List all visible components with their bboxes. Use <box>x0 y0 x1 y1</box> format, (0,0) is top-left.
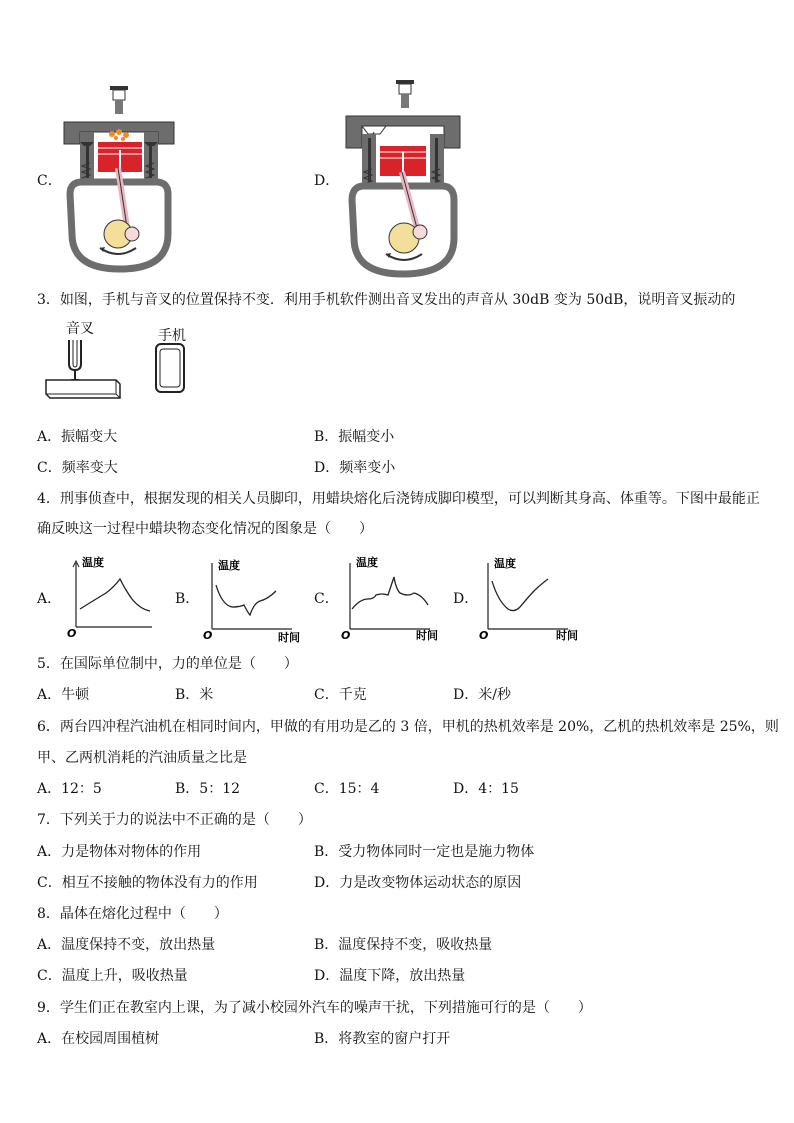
origin-label: O <box>203 629 213 642</box>
fork-phone-figure <box>40 318 220 408</box>
curve-d <box>492 579 548 611</box>
q4-graph-a-label[interactable]: A． <box>37 591 62 607</box>
origin-label: O <box>67 627 77 640</box>
q3-stem: 3．如图，手机与音叉的位置保持不变．利用手机软件测出音叉发出的声音从 30dB 变为 50dB，说明音叉振动的 <box>37 292 736 308</box>
q6-option-a[interactable]: A．12：5 <box>37 781 102 797</box>
tuning-fork-label: 音叉 <box>66 321 94 337</box>
option-c-label: C． <box>37 173 62 189</box>
engine-diagram-c <box>60 84 180 274</box>
q6-option-b[interactable]: B．5：12 <box>175 781 241 797</box>
y-axis-label: 温度 <box>82 556 104 569</box>
q5-option-d[interactable]: D．米/秒 <box>453 687 511 703</box>
q7-option-b[interactable]: B．受力物体同时一定也是施力物体 <box>314 844 535 860</box>
q5-stem: 5．在国际单位制中，力的单位是（ ） <box>37 656 298 672</box>
curve-b <box>216 585 276 615</box>
q8-option-d[interactable]: D．温度下降，放出热量 <box>314 968 466 984</box>
q3-option-c[interactable]: C．频率变大 <box>37 460 118 476</box>
q6-stem-line2: 甲、乙两机消耗的汽油质量之比是 <box>37 750 247 766</box>
q9-stem: 9．学生们正在教室内上课，为了减小校园外汽车的噪声干扰，下列措施可行的是（ ） <box>37 1000 592 1016</box>
q5-option-b[interactable]: B．米 <box>175 687 214 703</box>
q5-option-c[interactable]: C．千克 <box>314 687 367 703</box>
x-axis-label: 时间 <box>416 629 438 642</box>
q7-stem: 7．下列关于力的说法中不正确的是（ ） <box>37 812 312 828</box>
q4-stem-line2: 确反映这一过程中蜡块物态变化情况的图象是（ ） <box>37 521 373 537</box>
q6-option-d[interactable]: D．4：15 <box>453 781 519 797</box>
q4-graph-b-label[interactable]: B． <box>175 591 200 607</box>
q7-option-c[interactable]: C．相互不接触的物体没有力的作用 <box>37 875 258 891</box>
q9-option-a[interactable]: A．在校园周围植树 <box>37 1031 160 1047</box>
q4-graph-a[interactable] <box>64 555 160 643</box>
x-axis-label: 时间 <box>278 631 300 643</box>
q4-graph-b[interactable] <box>200 555 304 643</box>
q3-option-b[interactable]: B．振幅变小 <box>314 429 395 445</box>
q4-graph-c[interactable] <box>338 555 442 643</box>
curve-c <box>352 577 428 609</box>
q8-option-b[interactable]: B．温度保持不变，吸收热量 <box>314 937 493 953</box>
q4-graph-d-label[interactable]: D． <box>453 591 479 607</box>
q9-option-b[interactable]: B．将教室的窗户打开 <box>314 1031 451 1047</box>
q8-stem: 8．晶体在熔化过程中（ ） <box>37 906 228 922</box>
q4-stem-line1: 4．刑事侦查中，根据发现的相关人员脚印，用蜡块熔化后浇铸成脚印模型，可以判断其身高、体重等。下图中最能正 <box>37 491 760 507</box>
y-axis-label: 温度 <box>356 556 378 569</box>
q8-option-c[interactable]: C．温度上升，吸收热量 <box>37 968 188 984</box>
tuning-fork-icon <box>69 340 81 370</box>
q3-option-a[interactable]: A．振幅变大 <box>37 429 118 445</box>
origin-label: O <box>341 629 351 642</box>
y-axis-label: 温度 <box>494 557 516 570</box>
q4-graph-d[interactable] <box>476 555 582 643</box>
q7-option-d[interactable]: D．力是改变物体运动状态的原因 <box>314 875 522 891</box>
option-d-label: D． <box>314 173 340 189</box>
q7-option-a[interactable]: A．力是物体对物体的作用 <box>37 844 202 860</box>
q6-stem-line1: 6．两台四冲程汽油机在相同时间内，甲做的有用功是乙的 3 倍，甲机的热机效率是 20%，乙机的热机效率是 25%，则 <box>37 719 779 735</box>
phone-label: 手机 <box>158 328 186 344</box>
engine-diagram-d <box>340 78 466 278</box>
q3-option-d[interactable]: D．频率变小 <box>314 460 396 476</box>
x-axis-label: 时间 <box>556 629 578 642</box>
q5-option-a[interactable]: A．牛顿 <box>37 687 90 703</box>
q6-option-c[interactable]: C．15：4 <box>314 781 380 797</box>
y-axis-label: 温度 <box>218 559 240 572</box>
q4-graph-c-label[interactable]: C． <box>314 591 339 607</box>
curve-a <box>80 579 150 611</box>
origin-label: O <box>479 629 489 642</box>
resonance-box <box>46 380 120 398</box>
q8-option-a[interactable]: A．温度保持不变，放出热量 <box>37 937 216 953</box>
